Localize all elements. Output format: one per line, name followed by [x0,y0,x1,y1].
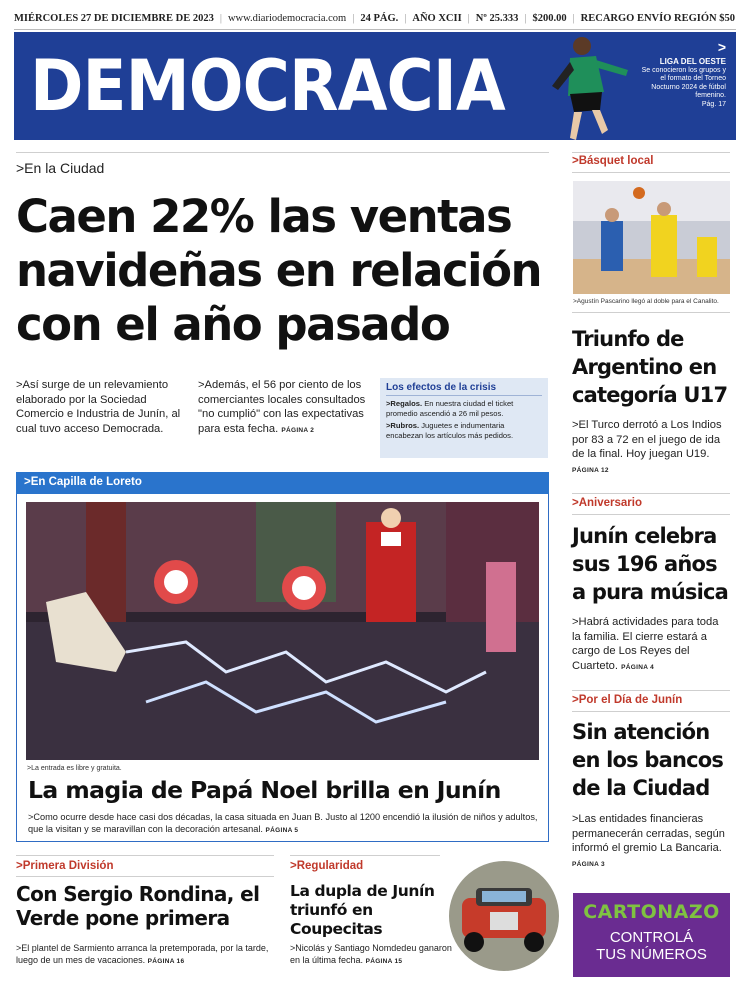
divider [572,312,730,313]
masthead [14,32,736,140]
basquet-headline[interactable]: Triunfo de Argentino en categoría U17 [572,327,728,407]
section-label: >Aniversario [572,497,642,509]
loreto-text: >Como ocurre desde hace casi dos décadas, la casa situada en Juan B. Justo al 1200 encendió la ilusión de niños y adultos, que la visitan y se maravillan con la decoración artesanal. PÁGINA 5 [28,812,538,834]
crisis-item-gifts: >Regalos. En nuestra ciudad el ticket promedio ascendió a 26 mil pesos. [386,399,514,418]
section-label: >Primera División [16,860,114,872]
page-count: 24 PÁG. [360,13,399,24]
website-link[interactable]: www.diariodemocracia.com [227,13,347,24]
divider [572,711,730,712]
main-headline[interactable]: Caen 22% las ventas navideñas en relación con el año pasado [16,190,542,351]
chevron-right-icon: > [717,39,726,55]
section-label: >Básquet local [572,155,654,167]
cartonazo-line1: CONTROLÁ [609,929,694,946]
teaser-page: Pág. 17 [701,100,726,108]
main-story-text-2-body: >Además, el 56 por ciento de los comerciantes locales consultados "no cumplió" con las expectativas para esta fecha. [198,379,366,435]
main-story-text-2 [198,378,368,438]
section-label: >Regularidad [290,860,364,872]
cartonazo-line2: TUS NÚMEROS [596,946,707,963]
basquet-text: >El Turco derrotó a Los Indios por 83 a 72 en el juego de ida de la final. Hoy juegan U19. PÁGINA 12 [572,419,722,474]
issue-number: Nº 25.333 [475,13,519,24]
diajunin-headline[interactable]: Sin atención en los bancos de la Ciudad [572,720,724,800]
primera-headline[interactable]: Con Sergio Rondina, el Verde pone primera [16,882,260,930]
section-label: >En la Ciudad [16,160,105,176]
regularidad-headline[interactable]: La dupla de Junín triunfó en Coupecitas [290,882,435,938]
photo-caption: >La entrada es libre y gratuita. [27,765,122,772]
christmas-house-photo[interactable] [26,502,539,760]
main-story-text-1: >Así surge de un relevamiento elaborado por la Sociedad Comercio e Industria de Junín, al cual tuvo acceso Democrada. [16,379,181,435]
shipping-surcharge: RECARGO ENVÍO REGIÓN $50 [580,13,735,24]
aniversario-headline[interactable]: Junín celebra sus 196 años a pura música [572,524,729,604]
divider [572,152,730,153]
masthead-teaser[interactable] [638,40,726,109]
cartonazo-logo: CARTONAZO [583,901,720,923]
teaser-title: LIGA DEL OESTE [659,57,726,66]
crisis-box-title: Los efectos de la crisis [386,382,542,396]
divider [572,493,730,494]
issue-price: $200.00 [532,13,567,24]
divider [290,855,440,856]
newspaper-logo: DEMOCRACIA [30,45,505,127]
race-car-photo[interactable] [446,858,562,974]
photo-caption: >Agustín Pascarino llegó al doble para el Canalito. [573,298,719,305]
basketball-photo[interactable] [573,181,730,294]
issue-info-bar: MIÉRCOLES 27 DE DICIEMBRE DE 2023 | www.diariodemocracia.com | 24 PÁG. | AÑO XCII | Nº 25.333 | $200.00 | RECARGO ENVÍO REGIÓN $50 [14,8,736,30]
year-number: AÑO XCII [412,13,462,24]
section-label: >Por el Día de Junín [572,694,683,706]
divider [572,514,730,515]
regularidad-text: >Nicolás y Santiago Nomdedeu ganaron en la última fecha. PÁGINA 15 [290,943,452,965]
divider [572,690,730,691]
page-reference: PÁGINA 2 [281,426,315,434]
loreto-headline[interactable]: La magia de Papá Noel brilla en Junín [28,776,501,804]
teaser-text: Se conocieron los grupos y el formato del Torneo Nocturno 2024 de fútbol femenino. [641,66,726,99]
divider [16,876,274,877]
divider [572,172,730,173]
crisis-item-categories: >Rubros. Juguetes e indumentaria encabezan los artículos más pedidos. [386,421,514,440]
soccer-player-photo [530,32,640,140]
issue-date: MIÉRCOLES 27 DE DICIEMBRE DE 2023 [14,13,214,24]
divider [16,855,274,856]
divider [16,152,549,153]
primera-text: >El plantel de Sarmiento arranca la pretemporada, por la tarde, luego de un mes de vacaciones. PÁGINA 16 [16,943,269,965]
diajunin-text: >Las entidades financieras permanecerán cerradas, según informó el gremio La Bancaria. PÁGINA 3 [572,813,725,868]
aniversario-text: >Habrá actividades para toda la familia. El cierre estará a cargo de Los Reyes del Cuarteto. PÁGINA 4 [572,616,719,672]
cartonazo-ad[interactable] [573,893,730,977]
crisis-box [380,378,548,458]
section-bar: >En Capilla de Loreto [16,472,549,494]
